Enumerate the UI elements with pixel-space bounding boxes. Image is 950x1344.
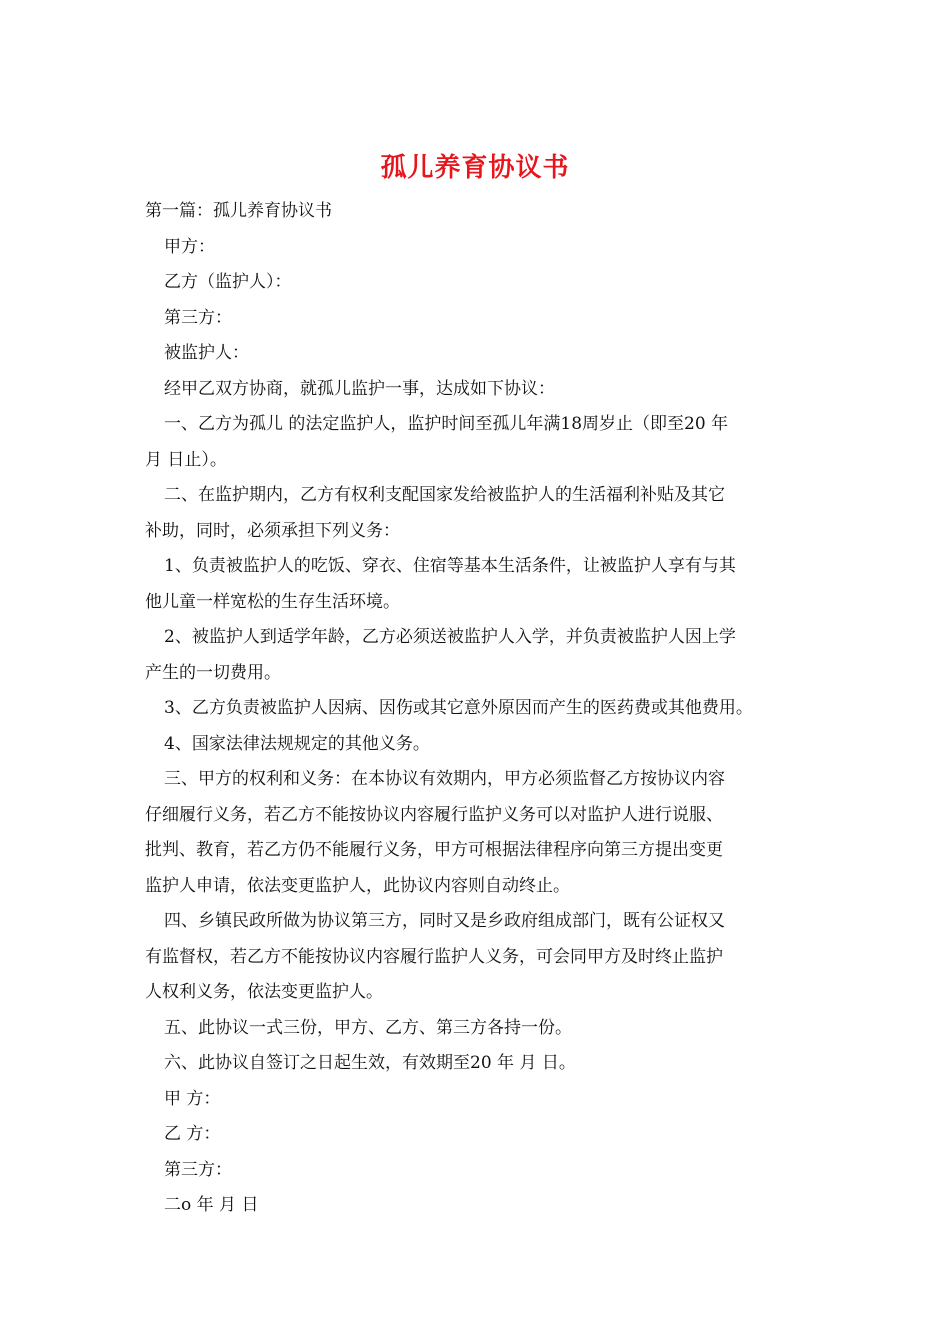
paragraph-line: 二o 年 月 日 [164, 1195, 259, 1215]
paragraph-line: 乙方（监护人）： [164, 272, 292, 292]
paragraph-line: 二、在监护期内，乙方有权利支配国家发给被监护人的生活福利补贴及其它 [164, 485, 725, 505]
paragraph-line: 有监督权，若乙方不能按协议内容履行监护人义务，可会同甲方及时终止监护 [145, 946, 723, 967]
paragraph-line: 三、甲方的权利和义务：在本协议有效期内，甲方必须监督乙方按协议内容 [164, 769, 725, 789]
paragraph-line: 人权利义务，依法变更监护人。 [145, 982, 383, 1002]
paragraph-line: 监护人申请，依法变更监护人，此协议内容则自动终止。 [145, 875, 570, 896]
paragraph-line: 甲 方： [164, 1088, 221, 1109]
paragraph-line: 经甲乙双方协商，就孤儿监护一事，达成如下协议： [164, 378, 555, 399]
paragraph-line: 六、此协议自签订之日起生效，有效期至20 年 月 日。 [164, 1053, 576, 1073]
paragraph-line: 补助，同时，必须承担下列义务： [145, 520, 400, 541]
document-body [145, 194, 825, 1224]
paragraph-line: 第三方： [164, 307, 232, 328]
paragraph-line: 四、乡镇民政所做为协议第三方，同时又是乡政府组成部门，既有公证权又 [164, 911, 725, 931]
paragraph-line: 第一篇：孤儿养育协议书 [145, 201, 332, 221]
paragraph-line: 第三方： [164, 1159, 232, 1180]
paragraph-line: 1、负责被监护人的吃饭、穿衣、住宿等基本生活条件，让被监护人享有与其 [164, 556, 736, 576]
paragraph-line: 4、国家法律法规规定的其他义务。 [164, 733, 430, 754]
paragraph-line: 甲方： [164, 236, 215, 257]
paragraph-line: 2、被监护人到适学年龄，乙方必须送被监护人入学，并负责被监护人因上学 [164, 627, 736, 647]
paragraph-line: 月 日止）。 [145, 449, 227, 470]
paragraph-line: 乙 方： [164, 1124, 221, 1144]
paragraph-line: 一、乙方为孤儿 的法定监护人，监护时间至孤儿年满18周岁止（即至20 年 [164, 414, 729, 434]
paragraph-line: 五、此协议一式三份，甲方、乙方、第三方各持一份。 [164, 1017, 572, 1038]
paragraph-line: 3、乙方负责被监护人因病、因伤或其它意外原因而产生的医药费或其他费用。 [164, 698, 753, 718]
paragraph-line: 被监护人： [164, 343, 249, 363]
paragraph-line: 他儿童一样宽松的生存生活环境。 [145, 591, 400, 612]
paragraph-line: 产生的一切费用。 [145, 662, 281, 683]
paragraph-line: 批判、教育，若乙方仍不能履行义务，甲方可根据法律程序向第三方提出变更 [145, 840, 723, 860]
document-title: 孤儿养育协议书 [380, 153, 570, 183]
paragraph-line: 仔细履行义务，若乙方不能按协议内容履行监护义务可以对监护人进行说服、 [145, 804, 723, 825]
